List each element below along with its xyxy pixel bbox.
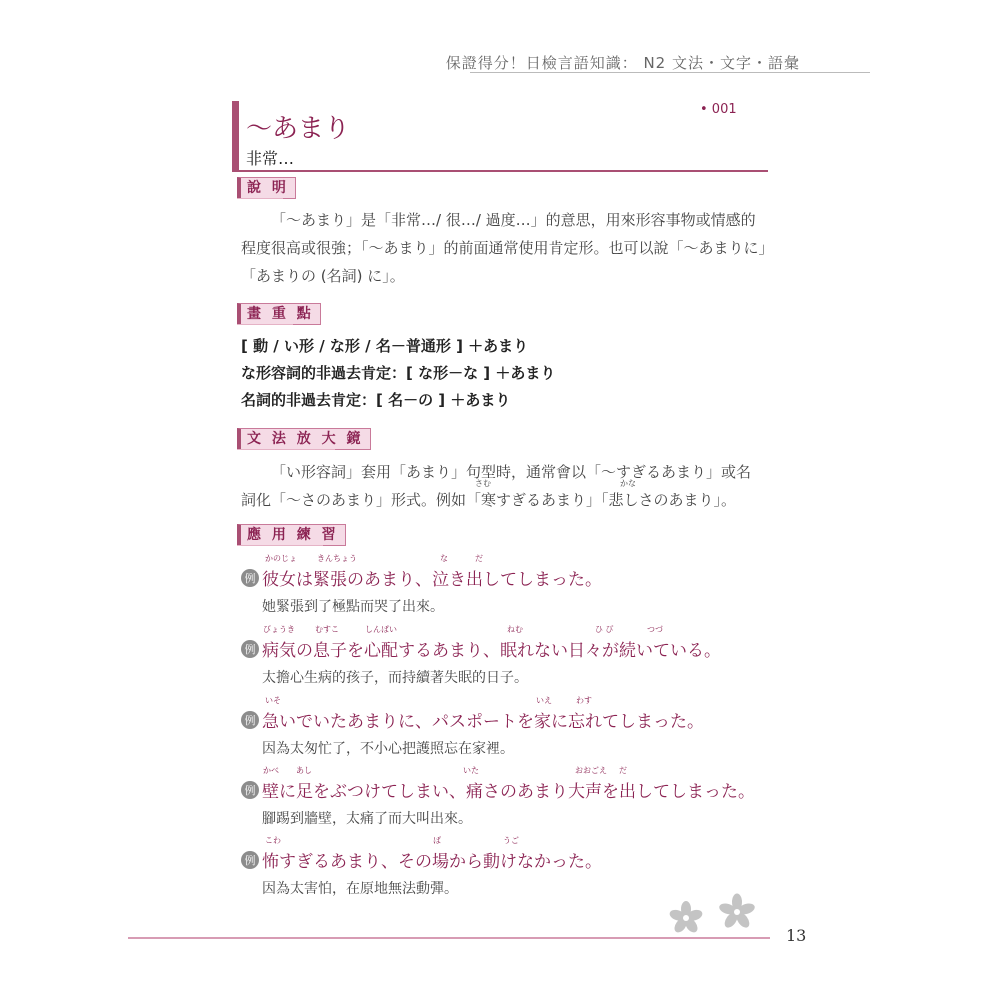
explanation-line: 「～あまり」是「非常…/ 很…/ 過度…」的意思，用來形容事物或情感的	[271, 211, 756, 229]
furigana-row	[241, 695, 761, 707]
title-accent-bar	[232, 101, 239, 170]
furigana: いた	[463, 766, 479, 775]
furigana: きんちょう	[317, 554, 357, 563]
entry-number: • 001	[700, 102, 737, 117]
furigana-note: かな	[620, 479, 636, 488]
furigana: わす	[576, 696, 592, 705]
example-japanese: 彼女は緊張のあまり、泣き出してしまった。	[262, 570, 602, 590]
furigana: かべ	[263, 766, 279, 775]
furigana-row	[241, 765, 761, 777]
furigana: びょうき	[263, 625, 295, 634]
furigana: あし	[296, 766, 312, 775]
explanation-line: 程度很高或很強；「～あまり」的前面通常使用肯定形。也可以說「～あまりに」	[241, 239, 774, 257]
example-chinese: 因為太害怕，在原地無法動彈。	[262, 881, 458, 897]
example-item	[241, 765, 761, 828]
example-japanese: 怖すぎるあまり、その場から動けなかった。	[262, 852, 602, 872]
furigana: かのじょ	[265, 554, 297, 563]
furigana: むすこ	[315, 625, 339, 634]
furigana: だ	[475, 554, 483, 563]
pattern-line: 名詞的非過去肯定：[ 名－の ] ＋あまり	[241, 391, 511, 409]
example-japanese: 急いでいたあまりに、パスポートを家に忘れてしまった。	[262, 712, 704, 732]
furigana: いえ	[536, 696, 552, 705]
furigana: しんぱい	[365, 625, 397, 634]
section-rule	[237, 324, 293, 325]
furigana-note: さむ	[475, 479, 491, 488]
page-number: 13	[786, 926, 807, 945]
example-chinese: 她緊張到了極點而哭了出來。	[262, 599, 444, 615]
example-japanese: 病気の息子を心配するあまり、眠れない日々が続いている。	[262, 641, 721, 661]
pattern-line: [ 動 / い形 / な形 / 名－普通形 ] ＋あまり	[241, 337, 529, 355]
example-item	[241, 624, 761, 687]
furigana: ひ び	[595, 625, 614, 634]
furigana: ねむ	[507, 625, 523, 634]
example-icon: 例	[241, 569, 259, 587]
furigana: いそ	[265, 696, 281, 705]
section-label-grammar-zoom: 文 法 放 大 鏡	[237, 428, 371, 450]
entry-title: ～あまり	[246, 114, 351, 144]
entry-meaning: 非常…	[246, 149, 295, 168]
example-icon: 例	[241, 851, 259, 869]
example-chinese: 因為太匆忙了，不小心把護照忘在家裡。	[262, 741, 514, 757]
example-chinese: 太擔心生病的孩子，而持續著失眠的日子。	[262, 670, 528, 686]
section-label-practice: 應 用 練 習	[237, 524, 346, 546]
furigana: こわ	[265, 836, 281, 845]
example-item	[241, 835, 761, 898]
furigana-row	[241, 553, 761, 565]
sakura-flower-icon	[668, 900, 704, 936]
furigana-row	[241, 835, 761, 847]
section-label-explanation: 說 明	[237, 177, 296, 199]
section-rule	[237, 198, 283, 199]
grammar-zoom-paragraph	[241, 458, 781, 514]
furigana: つづ	[647, 625, 663, 634]
grammar-zoom-line: 詞化「～さのあまり」形式。例如「寒すぎるあまり」「悲しさのあまり」。	[241, 491, 737, 509]
furigana-row	[241, 624, 761, 636]
sakura-flower-icon	[718, 893, 756, 931]
title-underline	[232, 170, 768, 172]
explanation-paragraph	[241, 206, 781, 290]
header-rule	[470, 72, 870, 73]
example-item	[241, 695, 761, 758]
pattern-line: な形容詞的非過去肯定：[ な形－な ] ＋あまり	[241, 364, 556, 382]
book-title: 保證得分！日檢言語知識： N2 文法・文字・語彙	[445, 54, 800, 72]
furigana: だ	[619, 766, 627, 775]
explanation-line: 「あまりの (名詞) に」。	[241, 267, 405, 285]
footer-rule	[128, 937, 770, 939]
example-icon: 例	[241, 781, 259, 799]
example-icon: 例	[241, 640, 259, 658]
example-icon: 例	[241, 711, 259, 729]
example-item	[241, 553, 761, 616]
grammar-zoom-line: 「い形容詞」套用「あまり」句型時，通常會以「～すぎるあまり」或名	[271, 463, 752, 481]
furigana: おおごえ	[575, 766, 607, 775]
section-label-key-points: 畫 重 點	[237, 303, 321, 325]
example-chinese: 腳踢到牆壁，太痛了而大叫出來。	[262, 811, 472, 827]
section-rule	[237, 545, 323, 546]
furigana: ば	[433, 836, 441, 845]
example-japanese: 壁に足をぶつけてしまい、痛さのあまり大声を出してしまった。	[262, 782, 755, 802]
furigana: うご	[503, 836, 519, 845]
furigana: な	[440, 554, 448, 563]
section-rule	[237, 449, 335, 450]
